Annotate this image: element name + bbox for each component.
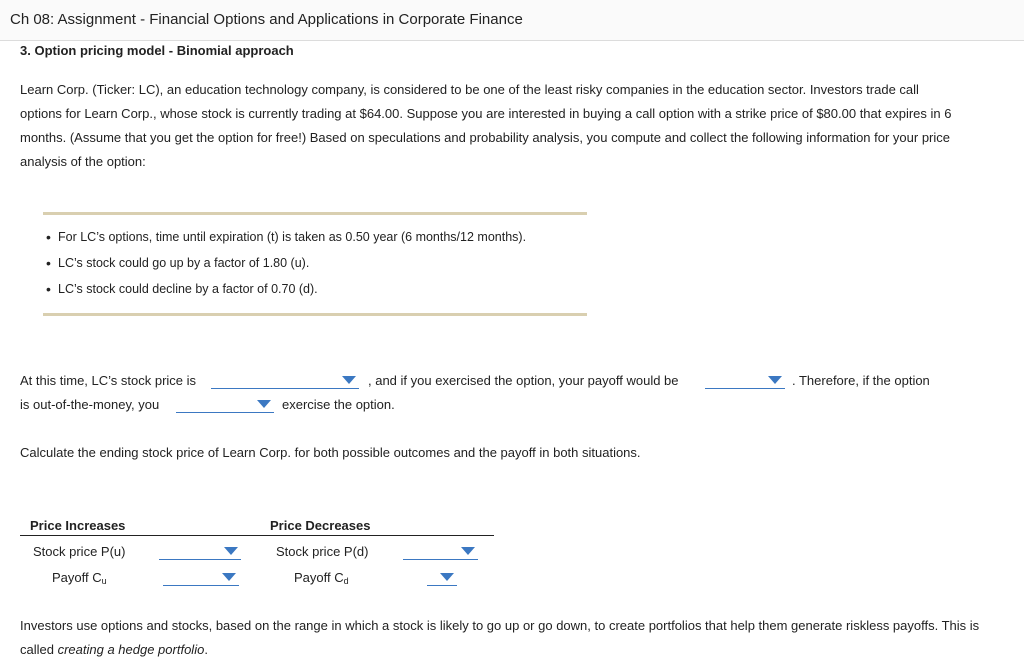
info-list	[43, 228, 526, 306]
payoff-down-text: Payoff C	[294, 570, 344, 585]
q1-text-4: is out-of-the-money, you	[20, 397, 160, 412]
price-decreases-header: Price Decreases	[270, 518, 371, 533]
title-bar	[0, 0, 1024, 41]
info-bullet-up-factor: • LC’s stock could go up by a factor of 1.80 (u).	[43, 254, 526, 280]
q1-text-1: At this time, LC’s stock price is	[20, 373, 197, 388]
hedge-end: .	[204, 642, 208, 657]
stock-price-up-label: Stock price P(u)	[33, 544, 126, 559]
section-title: 3. Option pricing model - Binomial approach	[20, 43, 294, 58]
chevron-down-icon	[342, 376, 356, 384]
q1-text-5: exercise the option.	[282, 397, 395, 412]
hedge-text: Investors use options and stocks, based on the range in which a stock is likely to go up or go down, to create portfolios that help them generate riskless payoffs. This is called	[20, 618, 980, 657]
stock-price-down-dropdown[interactable]	[403, 543, 478, 560]
q2-text: Calculate the ending stock price of Learn Corp. for both possible outcomes and the payoff in both situations.	[20, 445, 641, 460]
price-increases-header: Price Increases	[30, 518, 126, 533]
info-bullet-time: • For LC’s options, time until expiration (t) is taken as 0.50 year (6 months/12 months).	[43, 228, 526, 254]
payoff-dropdown[interactable]	[705, 372, 785, 389]
payoff-up-label	[52, 570, 107, 586]
info-callout	[43, 212, 587, 316]
hedge-term: creating a hedge portfolio	[57, 642, 205, 657]
intro-paragraph: Learn Corp. (Ticker: LC), an education technology company, is considered to be one of the least risky companies in the education sector. Investors trade call options for Learn Corp., whose stock is currently trading at $64.00. Suppose you are interested in buying a call option with a strike price of $80.00 that expires in 6 months. (Assume that you get the option for free!) Based on speculations and probability analysis, you compute and collect the following information for your price analysis of the option:	[20, 82, 952, 169]
chevron-down-icon	[257, 400, 271, 408]
stock-price-up-dropdown[interactable]	[159, 543, 241, 560]
payoff-down-label	[294, 570, 349, 586]
exercise-decision-dropdown[interactable]	[176, 396, 274, 413]
payoff-up-text: Payoff C	[52, 570, 102, 585]
stock-price-down-label: Stock price P(d)	[276, 544, 369, 559]
payoff-up-subscript: u	[101, 576, 107, 586]
payoff-down-dropdown[interactable]	[427, 569, 457, 586]
chevron-down-icon	[768, 376, 782, 384]
payoff-up-dropdown[interactable]	[163, 569, 239, 586]
chevron-down-icon	[461, 547, 475, 555]
q1-text-2: , and if you exercised the option, your payoff would be	[368, 373, 679, 388]
payoff-down-subscript: d	[343, 576, 349, 586]
stock-price-dropdown[interactable]	[211, 372, 359, 389]
chevron-down-icon	[440, 573, 454, 581]
chevron-down-icon	[222, 573, 236, 581]
hedge-paragraph	[20, 614, 980, 662]
info-bullet-down-factor: • LC’s stock could decline by a factor of 0.70 (d).	[43, 280, 526, 306]
chevron-down-icon	[224, 547, 238, 555]
page-title: Ch 08: Assignment - Financial Options and Applications in Corporate Finance	[10, 11, 523, 28]
q1-text-3: . Therefore, if the option	[792, 373, 930, 388]
table-divider	[20, 535, 494, 536]
